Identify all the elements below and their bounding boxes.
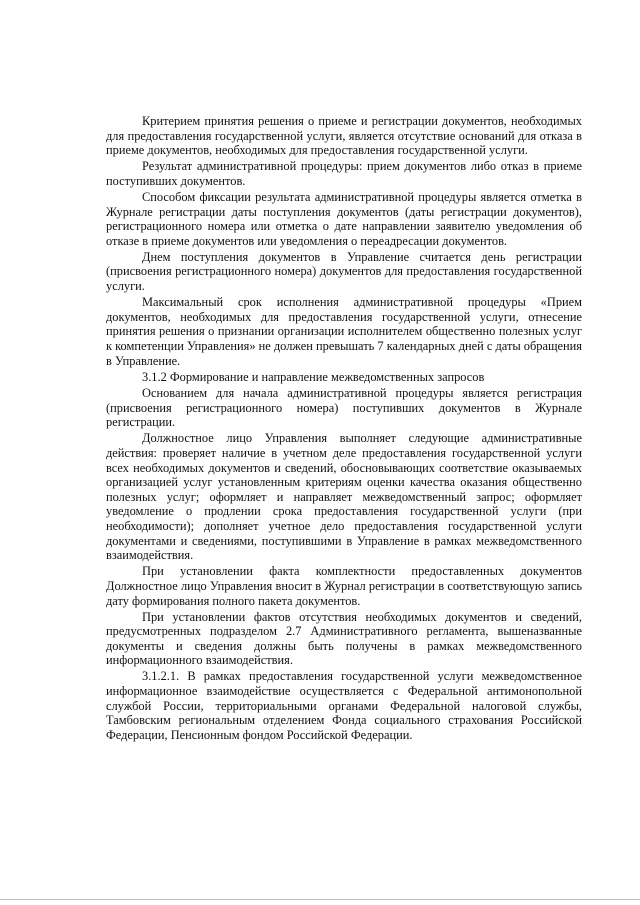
paragraph-3-1-2-1: 3.1.2.1. В рамках предоставления государственной услуги межведомственное информационное взаимодействие осуществляется с Федеральной антимонопольной службой России, территориальными органами Федеральной налоговой службы, Тамбовским региональным отделением Фонда социального страхования Российской Федерации, Пенсионным фондом Российской Федерации.	[106, 669, 582, 742]
paragraph-acceptance-criterion: Критерием принятия решения о приеме и регистрации документов, необходимых для предоставления государственной услуги, является отсутствие оснований для отказа в приеме документов, необходимых для предоставления государственной услуги.	[106, 114, 582, 158]
paragraph-official-actions: Должностное лицо Управления выполняет следующие административные действия: проверяет наличие в учетном деле предоставления государственной услуги всех необходимых документов и сведений, обосновывающих соответствие оказываемых организацией услуг установленным критериям оценки качества оказания общественно полезных услуг; оформляет и направляет межведомственный запрос; оформляет уведомление о продлении срока предоставления государственной услуги (при необходимости); дополняет учетное дело предоставления государственной услуги документами и сведениями, поступившими в Управление в рамках межведомственного взаимодействия.	[106, 431, 582, 563]
footer-rule	[0, 899, 640, 901]
paragraph-receipt-day: Днем поступления документов в Управление считается день регистрации (присвоения регистрационного номера) документов для предоставления государственной услуги.	[106, 249, 582, 294]
paragraph-max-term: Максимальный срок исполнения административной процедуры «Прием документов, необходимых для предоставления государственной услуги, отнесение принятия решения о признании организации исполнителем общественно полезных услуг к компетенции Управления» не должен превышать 7 календарных дней с даты обращения в Управление.	[106, 295, 582, 368]
paragraph-procedure-result: Результат административной процедуры: прием документов либо отказ в приеме поступивших документов.	[106, 159, 582, 188]
paragraph-fixation-method: Способом фиксации результата административной процедуры является отметка в Журнале регистрации даты поступления документов (даты регистрации документов), регистрационного номера или отметка о дате направлении заявителю уведомления об отказе в приеме документов или уведомления о переадресации документов.	[106, 189, 582, 248]
paragraph-completeness: При установлении факта комплектности предоставленных документов Должностное лицо Управления вносит в Журнал регистрации в соответствующую запись дату формирования полного пакета документов.	[106, 564, 582, 608]
paragraph-missing-documents: При установлении фактов отсутствия необходимых документов и сведений, предусмотренных подразделом 2.7 Административного регламента, вышеназванные документы и сведения должны быть получены в рамках межведомственного информационного взаимодействия.	[106, 609, 582, 668]
document-body	[106, 114, 582, 744]
section-heading-3-1-2: 3.1.2 Формирование и направление межведомственных запросов	[142, 370, 485, 385]
paragraph-procedure-basis: Основанием для начала административной процедуры является регистрация (присвоения регистрационного номера) поступивших документов в Журнале регистрации.	[106, 386, 582, 430]
